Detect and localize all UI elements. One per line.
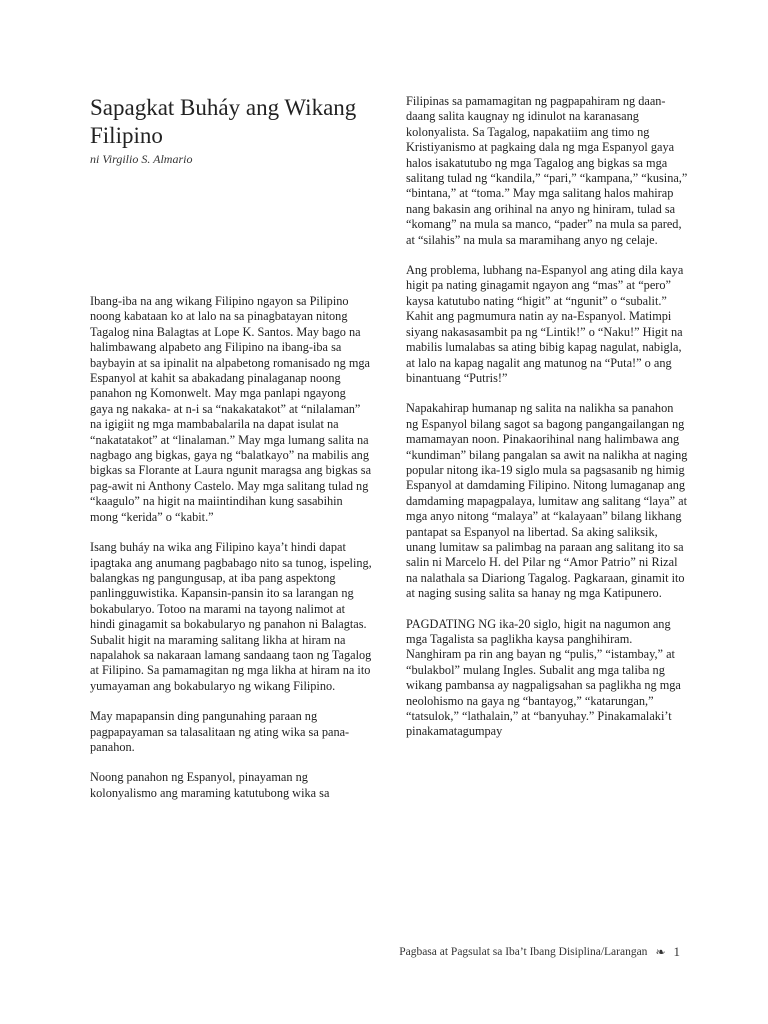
paragraph: Noong panahon ng Espanyol, pinayaman ng kolonyalismo ang maraming katutubong wika sa	[90, 770, 330, 800]
spacer	[90, 167, 372, 294]
paragraph: Isang buháy na wika ang Filipino kaya’t hindi dapat ipagtaka ang anumang pagbabago nito sa tunog, ispeling, balangkas ng pangungusap, at iba pang aspektong panlingguwistika. Kapansin-pansin ito sa larangan ng bokabularyo. Totoo na marami na tayong nalimot at hindi ginagamit sa bokabularyo ng panahon ni Balagtas. Subalit higit na maraming salitang likha at hiram na napalahok sa nakaraan lamang sandaang taon ng Tagalog at Filipino. Sa pamamagitan ng mga likha at hiram na ito yumayaman ang bokabularyo ng wikang Filipino.	[90, 540, 372, 693]
page-title: Sapagkat Buháy ang Wikang Filipino	[90, 95, 357, 148]
paragraph: PAGDATING NG ika-20 siglo, higit na nagumon ang mga Tagalista sa paglikha kaysa panghihiram. Nanghiram pa rin ang bayan ng “pulis,” “istambay,” at “bulakbol” mulang Ingles. Subalit ang mga taliba ng wikang pambansa ay nagpaligsahan sa paglikha ng mga neolohismo na gaya ng “bantayog,” “katarungan,” “tatsulok,” “lathalain,” at “banyuhay.” Pinakamalaki’t pinakamatagumpay	[406, 616, 681, 739]
fleuron-icon: ❧	[655, 944, 666, 959]
page-footer	[399, 944, 680, 960]
paragraph: May mapapansin ding pangunahing paraan ng pagpapayaman sa talasalitaan ng ating wika sa pana-panahon.	[90, 709, 350, 754]
paragraph: Filipinas sa pamamagitan ng pagpapahiram ng daan-daang salita kaugnay ng idinulot na karanasang kolonyalista. Sa Tagalog, napakatiim ang timo ng Kristiyanismo at pagkaing dala ng mga Espanyol gaya halos isakatutubo ng mga Tagalog ang bigkas sa mga salitang tulad ng “kandila,” “pari,” “kampana,” “kusina,” “bintana,” at “toma.” May mga salitang halos mahirap nang bakasin ang orihinal na anyo ng hiniram, tulad sa “komang” na mula sa manco, “pader” na mula sa pared, at “silahis” na mula sa maramihang anyo ng celaje.	[406, 94, 688, 247]
footer-text: Pagbasa at Pagsulat sa Iba’t Ibang Disiplina/Larangan	[399, 946, 648, 958]
author-byline: ni Virgilio S. Almario	[90, 152, 193, 166]
right-column	[406, 94, 688, 755]
paragraph: Ibang-iba na ang wikang Filipino ngayon sa Pilipino noong kabataan ko at lalo na sa pinagbatayan nitong Tagalog nina Balagtas at Lope K. Santos. May bago na halimbawang alpabeto ang Filipino na ibang-iba sa baybayin at sa ipinalit na alpabetong romanisado ng mga Espanyol at kahit sa abakadang pinalaganap noong panahon ng Komonwelt. May mga panlapi ngayong gaya ng nakaka- at n-i sa “nakakatakot” at “nilalaman” na igigiit ng mga mambabalarila na dapat isulat na “nakatatakot” at “linalaman.” May mga lumang salita na nagbago ang bigkas, gaya ng “balatkayo” na mabilis ang bigkas sa Florante at Laura ngunit maragsa ang bigkas sa pag-awit ni Anthony Castelo. May mga salitang tulad ng “kaagulo” na higit na maiintindihan kung sasabihin mong “kerida” o “kabit.”	[90, 294, 372, 524]
page-number: 1	[673, 944, 680, 959]
paragraph: Napakahirap humanap ng salita na nalikha sa panahon ng Espanyol bilang sagot sa bagong pangangailangan ng mamamayan noon. Pinakaorihinal nang halimbawa ang “kundiman” bilang pangalan sa awit na nalikha at naging popular nitong ika-19 siglo mula sa pagsasanib ng himig Espanyol at damdaming Filipino. Nitong lumaganap ang damdaming mapagpalaya, lumitaw ang salitang “laya” at mga anyo nitong “malaya” at “kalayaan” bilang likhang pantapat sa Espanyol na libertad. Sa aking saliksik, unang lumitaw sa palimbag na paraan ang salitang ito sa salin ni Marcelo H. del Pilar ng “Amor Patrio” ni Rizal na nalathala sa Diariong Tagalog. Pagkaraan, ginamit ito at naging susing salita sa hanay ng mga Katipunero.	[406, 401, 688, 601]
left-column	[90, 94, 372, 816]
paragraph: Ang problema, lubhang na-Espanyol ang ating dila kaya higit pa nating ginagamit ngayon ang “mas” at “pero” kaysa katutubo nating “higit” at “ngunit” o “subalit.” Kahit ang pagmumura natin ay na-Espanyol. Matimpi siyang nakasasambit pa ng “Lintik!” o “Naku!” Higit na mabilis lumalabas sa ating bibig kapag nagulat, nabigla, at lalo na kapag nagalit ang matunog na “Puta!” o ang binantuang “Putris!”	[406, 263, 684, 385]
